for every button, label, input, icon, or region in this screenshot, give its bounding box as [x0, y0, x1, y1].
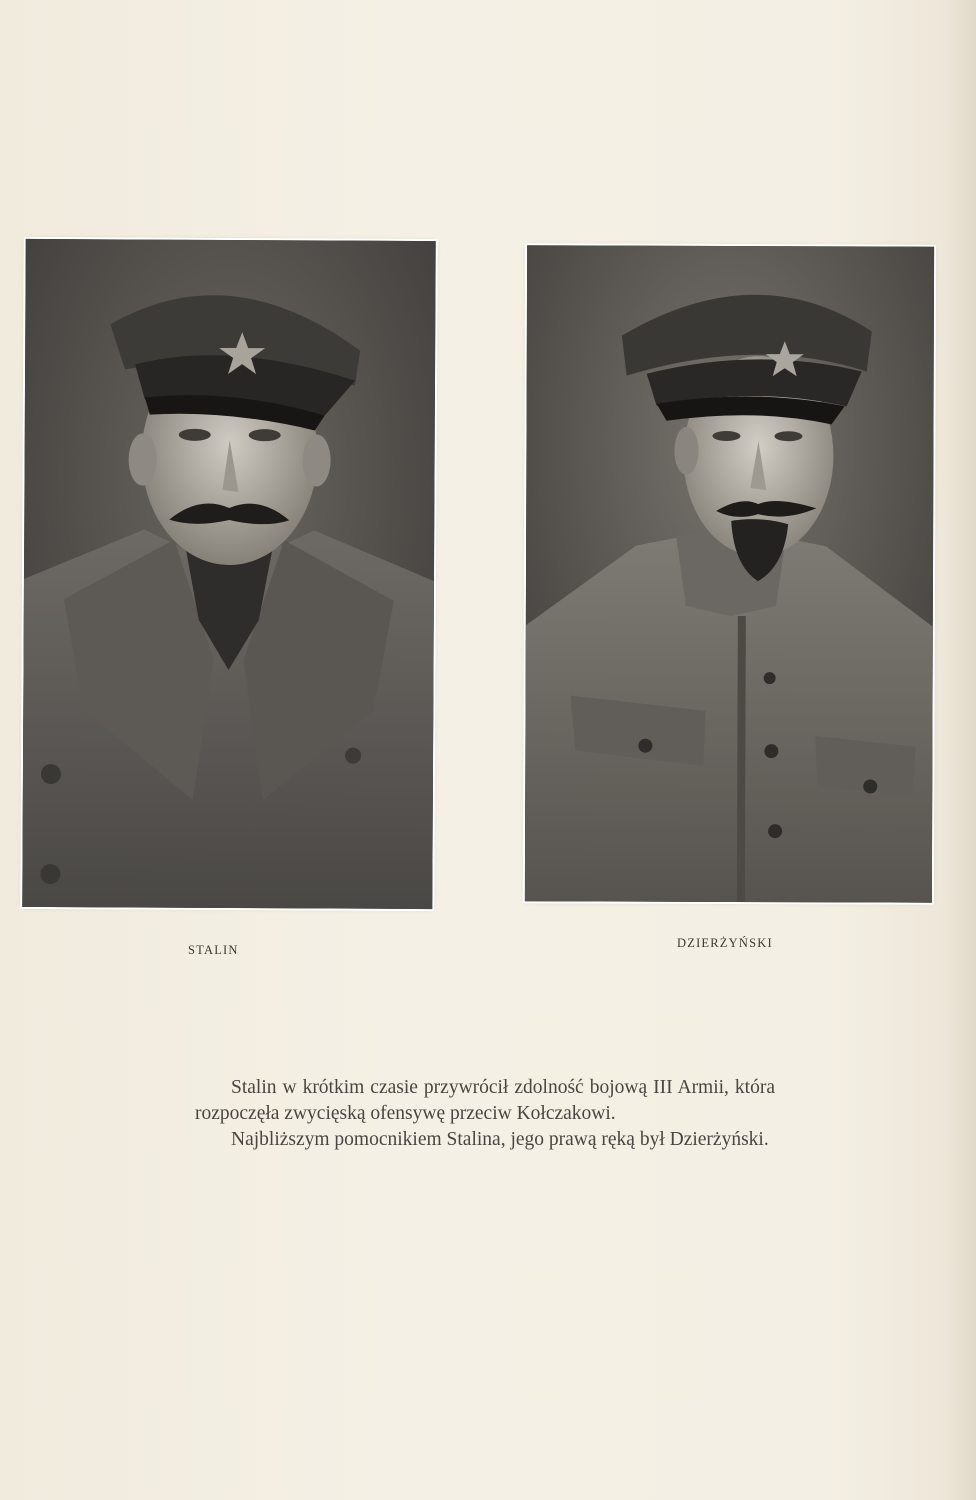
portrait-stalin	[22, 239, 435, 909]
portrait-dzierzynski	[525, 245, 934, 902]
caption-dzierzynski: DZIERŻYŃSKI	[677, 936, 773, 950]
caption-stalin: STALIN	[188, 943, 239, 957]
paragraph-1: Stalin w krótkim czasie przywrócił zdolność bojową III Armii, która rozpoczęła zwycięską ofensywę przeciw Kołczakowi.	[195, 1077, 775, 1124]
body-text	[195, 1075, 775, 1153]
paragraph-2: Najbliższym pomocnikiem Stalina, jego prawą ręką był Dzierżyński.	[231, 1129, 769, 1150]
page-edge-shadow	[946, 0, 976, 1500]
